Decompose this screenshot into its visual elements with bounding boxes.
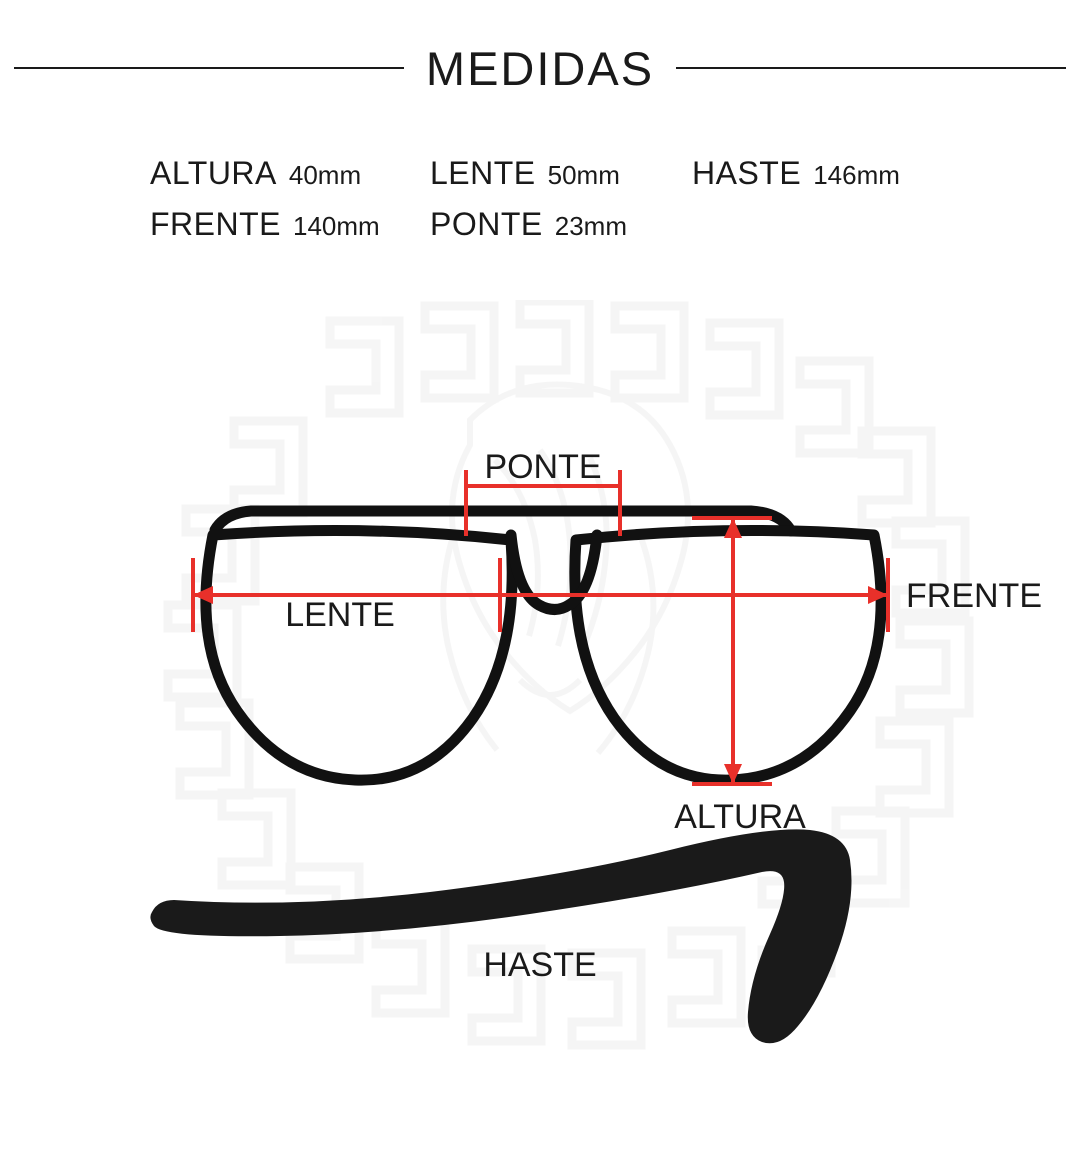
- measure-label-haste: HASTE: [483, 946, 597, 984]
- eyeglasses-front-outline: [206, 511, 881, 780]
- spec-label-frente: FRENTE: [150, 206, 281, 242]
- page-header: [0, 38, 1080, 98]
- measure-label-ponte: PONTE: [484, 448, 602, 486]
- measure-altura: [692, 518, 772, 784]
- spec-label-haste: HASTE: [692, 155, 802, 191]
- measure-label-lente: LENTE: [285, 596, 395, 634]
- spec-haste: [692, 155, 900, 192]
- spec-value-haste: 146mm: [813, 160, 900, 190]
- measurements-list: [150, 155, 950, 257]
- spec-lente: [430, 155, 692, 192]
- measurements-row: [150, 155, 950, 192]
- measure-label-frente: FRENTE: [906, 577, 1042, 615]
- spec-value-frente: 140mm: [293, 211, 380, 241]
- measure-label-altura: ALTURA: [674, 798, 806, 836]
- spec-altura: [150, 155, 430, 192]
- spec-value-ponte: 23mm: [554, 211, 627, 241]
- header-rule-left: [14, 67, 404, 69]
- header-rule-right: [676, 67, 1066, 69]
- measurements-row: [150, 206, 950, 243]
- page-title: MEDIDAS: [425, 41, 655, 95]
- spec-ponte: [430, 206, 692, 243]
- spec-value-lente: 50mm: [547, 160, 620, 190]
- spec-label-ponte: PONTE: [430, 206, 543, 242]
- glasses-measurement-diagram: [0, 300, 1080, 1170]
- spec-frente: [150, 206, 430, 243]
- spec-value-altura: 40mm: [288, 160, 362, 190]
- spec-label-altura: ALTURA: [150, 155, 277, 191]
- spec-label-lente: LENTE: [430, 155, 536, 191]
